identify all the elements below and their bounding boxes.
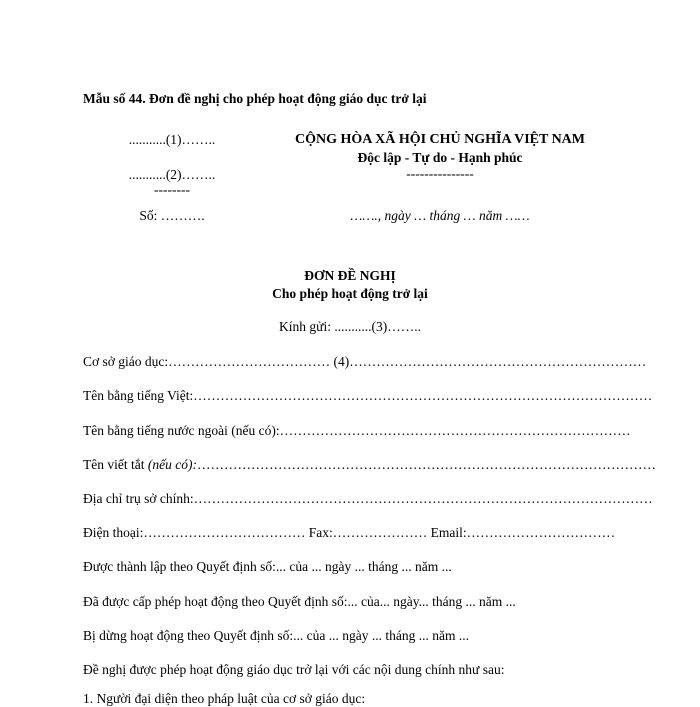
- field-name-foreign: Tên bằng tiếng nước ngoài (nếu có):……………………………………………………………………: [83, 423, 631, 438]
- country-name: CỘNG HÒA XÃ HỘI CHỦ NGHĨA VIỆT NAM: [294, 132, 586, 147]
- field-established: Được thành lập theo Quyết định số:... của ... ngày ... tháng ... năm ...: [83, 559, 452, 574]
- addressee: Kính gửi: ...........(3)……..: [279, 319, 421, 334]
- document-number: Số: ……….: [139, 208, 205, 223]
- abbreviation-label: Tên viết tắt: [83, 457, 148, 472]
- agency-line-2: ...........(2)……..: [128, 167, 216, 182]
- field-contact: Điện thoại:……………………………… Fax:………………… Email:……………………………: [83, 525, 616, 540]
- field-address: Địa chỉ trụ sở chính:…………………………………………………………………………………………: [83, 491, 653, 506]
- field-school: Cơ sở giáo dục:……………………………… (4)…………………………………………………………: [83, 354, 647, 369]
- agency-line-1: ...........(1)……..: [128, 132, 216, 147]
- form-title: Mẫu số 44. Đơn đề nghị cho phép hoạt động giáo dục trở lại: [83, 91, 427, 106]
- item-1: 1. Người đại diện theo pháp luật của cơ sở giáo dục:: [83, 691, 366, 706]
- field-licensed: Đã được cấp phép hoạt động theo Quyết định số:... của... ngày... tháng ... năm ...: [83, 594, 516, 609]
- abbreviation-note: (nếu có):: [147, 457, 197, 472]
- field-suspended: Bị dừng hoạt động theo Quyết định số:... của ... ngày ... tháng ... năm ...: [83, 628, 470, 643]
- field-name-vi: Tên bằng tiếng Việt:…………………………………………………………………………………………: [83, 388, 653, 403]
- document-title: ĐƠN ĐỀ NGHỊ: [304, 268, 396, 283]
- agency-divider: --------: [154, 182, 190, 197]
- national-motto: Độc lập - Tự do - Hạnh phúc: [357, 150, 523, 165]
- motto-divider: ---------------: [406, 166, 474, 181]
- field-abbreviation: [83, 457, 656, 473]
- field-request: Đề nghị được phép hoạt động giáo dục trở lại với các nội dung chính như sau:: [83, 662, 505, 677]
- document-subtitle: Cho phép hoạt động trở lại: [272, 286, 428, 301]
- place-date: ……., ngày … tháng … năm ……: [350, 208, 530, 223]
- abbreviation-dots: …………………………………………………………………………………………: [196, 457, 656, 472]
